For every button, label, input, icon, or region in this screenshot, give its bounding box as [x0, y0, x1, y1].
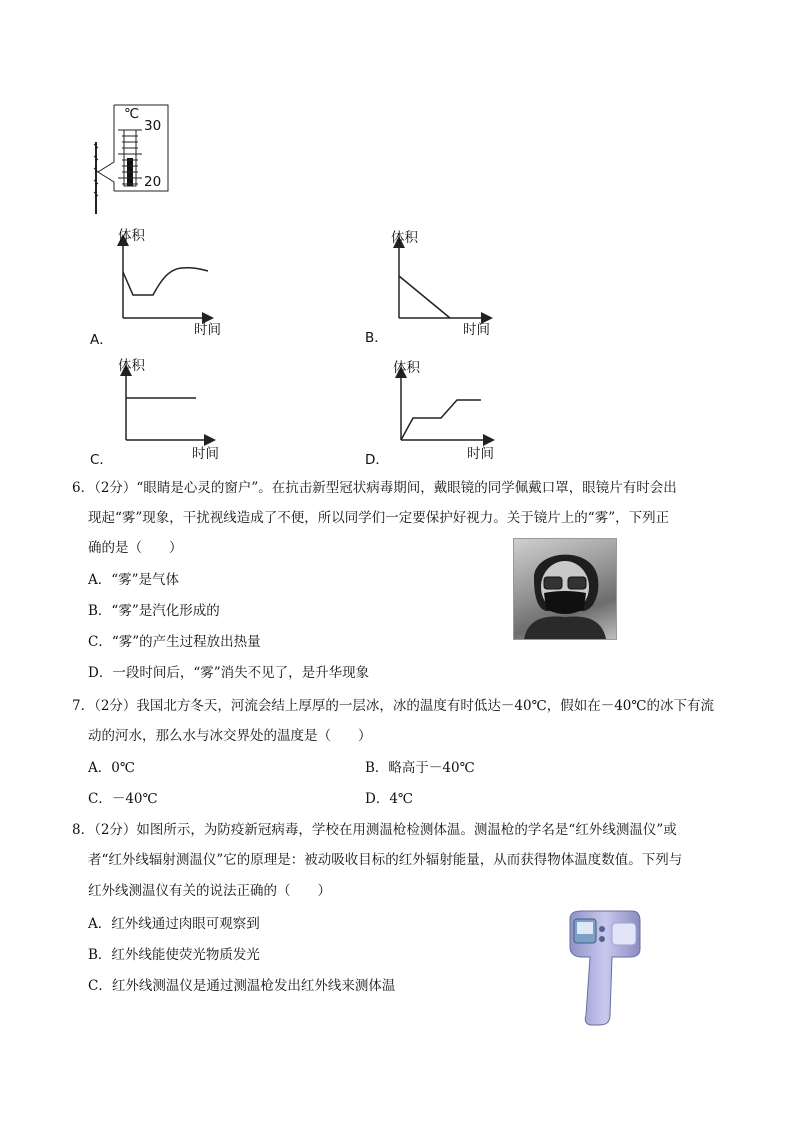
- graph-d-x-label: 时间: [467, 446, 494, 462]
- graph-c-x-label: 时间: [192, 446, 219, 462]
- graph-a-option: A．: [90, 332, 113, 348]
- graph-b: [365, 222, 505, 347]
- question-7-choice-d[interactable]: D．4℃: [365, 791, 414, 807]
- question-6-line-3: 确的是（ ）: [88, 540, 183, 556]
- graph-d-option: D．: [365, 452, 389, 468]
- graph-b-option: B．: [365, 330, 388, 346]
- graph-b-y-label: 体积: [391, 230, 418, 246]
- graph-c-y-label: 体积: [118, 358, 145, 374]
- question-7-choice-c[interactable]: C．－40℃: [88, 791, 158, 807]
- masked-student-photo: [513, 538, 617, 640]
- question-8-choice-c[interactable]: C．红外线测温仪是通过测温枪发出红外线来测体温: [88, 978, 396, 994]
- question-6-line-2: 现起“雾”现象，干扰视线造成了不便，所以同学们一定要保护好视力。关于镜片上的“雾”，下列正: [88, 510, 670, 526]
- question-6-choice-d[interactable]: D．一段时间后，“雾”消失不见了，是升华现象: [88, 665, 370, 681]
- graph-a-y-label: 体积: [118, 228, 145, 244]
- question-6-choice-a[interactable]: A．“雾”是气体: [88, 572, 180, 588]
- question-8-choice-b[interactable]: B．红外线能使荧光物质发光: [88, 947, 260, 963]
- thermometer-unit: ℃: [124, 106, 140, 122]
- question-8-line-3: 红外线测温仪有关的说法正确的（ ）: [88, 883, 331, 899]
- question-8-choice-a[interactable]: A．红外线通过肉眼可观察到: [88, 916, 260, 932]
- graph-c: [90, 350, 230, 470]
- graph-a: [90, 222, 230, 347]
- question-7-line-2: 动的河水，那么水与冰交界处的温度是（ ）: [88, 728, 372, 744]
- graph-d: [365, 350, 505, 470]
- question-6-choice-b[interactable]: B．“雾”是汽化形成的: [88, 603, 220, 619]
- masked-student-illustration: [514, 539, 616, 639]
- question-7-line-1: 7．（2分）我国北方冬天，河流会结上厚厚的一层冰，冰的温度有时低达－40℃，假如在－40℃的冰下有流: [72, 698, 714, 714]
- infrared-thermometer-image: [560, 905, 650, 1030]
- question-6-line-1: 6．（2分）“眼睛是心灵的窗户”。在抗击新型冠状病毒期间，戴眼镜的同学佩戴口罩，眼镜片有时会出: [72, 480, 677, 496]
- graph-b-x-label: 时间: [463, 322, 490, 338]
- question-6-choice-c[interactable]: C．“雾”的产生过程放出热量: [88, 634, 261, 650]
- thermometer-tick-20: 20: [144, 174, 162, 190]
- graph-a-x-label: 时间: [194, 322, 221, 338]
- question-7-choice-a[interactable]: A．0℃: [88, 760, 135, 776]
- question-8-line-1: 8．（2分）如图所示，为防疫新冠病毒，学校在用测温枪检测体温。测温枪的学名是“红外线测温仪”或: [72, 822, 677, 838]
- graph-c-option: C．: [90, 452, 113, 468]
- thermometer-tick-30: 30: [144, 118, 162, 134]
- question-7-choice-b[interactable]: B．略高于－40℃: [365, 760, 475, 776]
- graph-d-y-label: 体积: [393, 360, 420, 376]
- question-8-line-2: 者“红外线辐射测温仪”它的原理是：被动吸收目标的红外辐射能量，从而获得物体温度数值。下列与: [88, 852, 683, 868]
